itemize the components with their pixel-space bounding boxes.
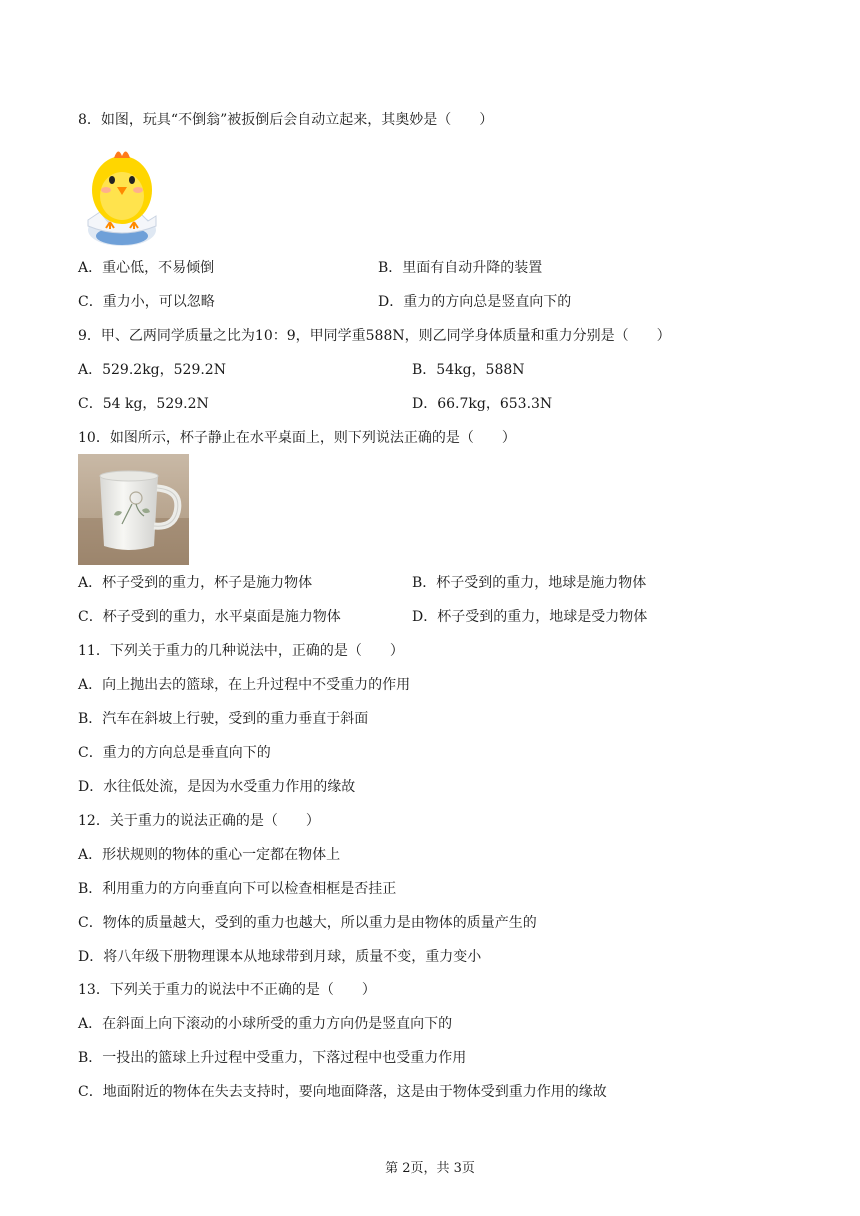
option-13c: C．地面附近的物体在失去支持时，要向地面降落，这是由于物体受到重力作用的缘故 — [78, 1084, 607, 1100]
chick-tumbler-image — [78, 140, 164, 248]
option-10b: B．杯子受到的重力，地球是施力物体 — [412, 575, 647, 591]
option-10c: C．杯子受到的重力，水平桌面是施力物体 — [78, 609, 341, 625]
page-footer: 第 2页，共 3页 — [385, 1161, 475, 1176]
question-8-stem: 8．如图，玩具“不倒翁”被扳倒后会自动立起来，其奥妙是（ ） — [78, 112, 494, 128]
option-11c: C．重力的方向总是垂直向下的 — [78, 745, 271, 761]
cup-on-table-figure — [78, 454, 189, 565]
option-11d: D．水往低处流，是因为水受重力作用的缘故 — [78, 779, 356, 795]
option-9b: B．54kg，588N — [412, 362, 525, 378]
question-9-stem: 9．甲、乙两同学质量之比为10：9，甲同学重588N，则乙同学身体质量和重力分别是（ ） — [78, 328, 671, 344]
option-12c: C．物体的质量越大，受到的重力也越大，所以重力是由物体的质量产生的 — [78, 915, 537, 931]
option-10a: A．杯子受到的重力，杯子是施力物体 — [78, 575, 313, 591]
question-12-stem: 12．关于重力的说法正确的是（ ） — [78, 813, 320, 829]
option-9a: A．529.2kg，529.2N — [78, 362, 226, 378]
option-8a: A．重心低，不易倾倒 — [78, 260, 215, 276]
option-8b: B．里面有自动升降的装置 — [378, 260, 543, 276]
option-8c: C．重力小，可以忽略 — [78, 294, 215, 310]
option-13a: A．在斜面上向下滚动的小球所受的重力方向仍是竖直向下的 — [78, 1016, 453, 1032]
option-8d: D．重力的方向总是竖直向下的 — [378, 294, 572, 310]
option-12b: B．利用重力的方向垂直向下可以检查相框是否挂正 — [78, 881, 397, 897]
question-10-stem: 10．如图所示，杯子静止在水平桌面上，则下列说法正确的是（ ） — [78, 430, 516, 446]
cup-on-table-image — [78, 454, 189, 565]
option-11a: A．向上抛出去的篮球，在上升过程中不受重力的作用 — [78, 677, 411, 693]
option-9c: C．54 kg，529.2N — [78, 396, 209, 412]
option-12d: D．将八年级下册物理课本从地球带到月球，质量不变，重力变小 — [78, 949, 482, 965]
option-13b: B．一投出的篮球上升过程中受重力，下落过程中也受重力作用 — [78, 1050, 467, 1066]
option-10d: D．杯子受到的重力，地球是受力物体 — [412, 609, 648, 625]
chick-tumbler-figure — [78, 140, 164, 248]
option-11b: B．汽车在斜坡上行驶，受到的重力垂直于斜面 — [78, 711, 369, 727]
question-13-stem: 13．下列关于重力的说法中不正确的是（ ） — [78, 982, 376, 998]
option-12a: A．形状规则的物体的重心一定都在物体上 — [78, 847, 341, 863]
option-9d: D．66.7kg，653.3N — [412, 396, 553, 412]
question-11-stem: 11．下列关于重力的几种说法中，正确的是（ ） — [78, 643, 404, 659]
